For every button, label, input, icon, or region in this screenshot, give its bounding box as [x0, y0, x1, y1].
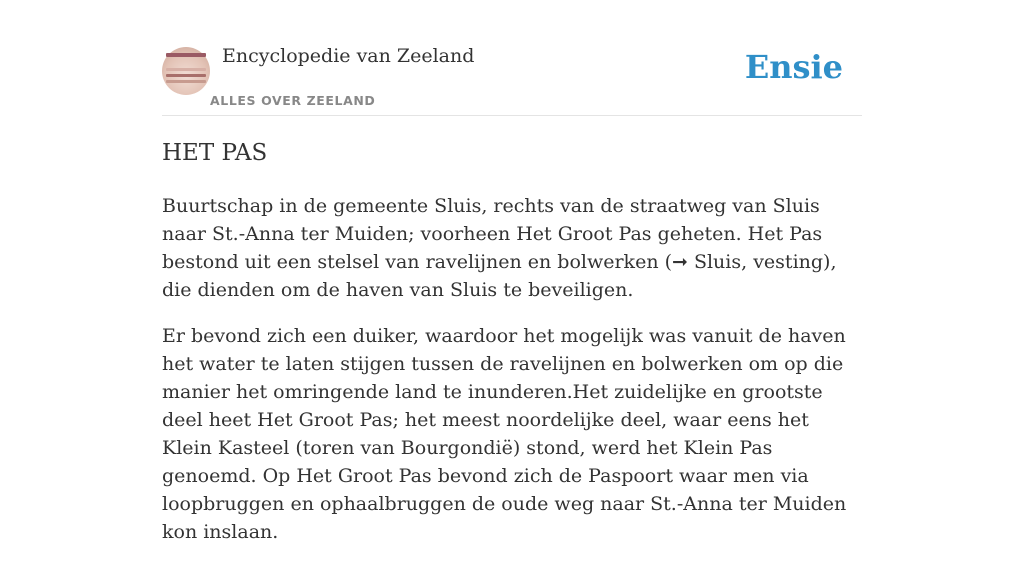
article-paragraph: Er bevond zich een duiker, waardoor het mogelijk was vanuit de haven het water te laten stijgen tussen de ravelijnen en bolwerken om op die manier het omringende land te inunderen.Het zuidelijke en grootste deel heet Het Groot Pas; het meest noordelijke deel, waar eens het Klein Kasteel (toren van Bourgondië) stond, werd het Klein Pas genoemd. Op Het Groot Pas bevond zich de Paspoort waar men via loopbruggen en ophaalbruggen de oude weg naar St.-Anna ter Muiden kon inslaan.: [162, 325, 847, 543]
avatar-image-detail: [166, 53, 206, 57]
site-name-link[interactable]: Encyclopedie van Zeeland: [222, 45, 475, 67]
article-body: [162, 192, 862, 564]
article-title: HET PAS: [162, 140, 268, 166]
site-avatar[interactable]: [162, 47, 210, 95]
avatar-image-detail: [166, 74, 206, 77]
site-tagline: ALLES OVER ZEELAND: [210, 93, 376, 108]
site-header: [162, 0, 862, 116]
avatar-image-detail: [166, 68, 206, 71]
page: [162, 0, 862, 543]
article-paragraph: Buurtschap in de gemeente Sluis, rechts van de straatweg van Sluis naar St.-Anna ter Muiden; voorheen Het Groot Pas geheten. Het Pas bestond uit een stelsel van ravelijnen en bolwerken (➞ Sluis, vesting), die dienden om de haven van Sluis te beveiligen.: [162, 195, 837, 301]
avatar-image-detail: [166, 80, 206, 83]
brand-logo-link[interactable]: Ensie: [744, 48, 843, 86]
